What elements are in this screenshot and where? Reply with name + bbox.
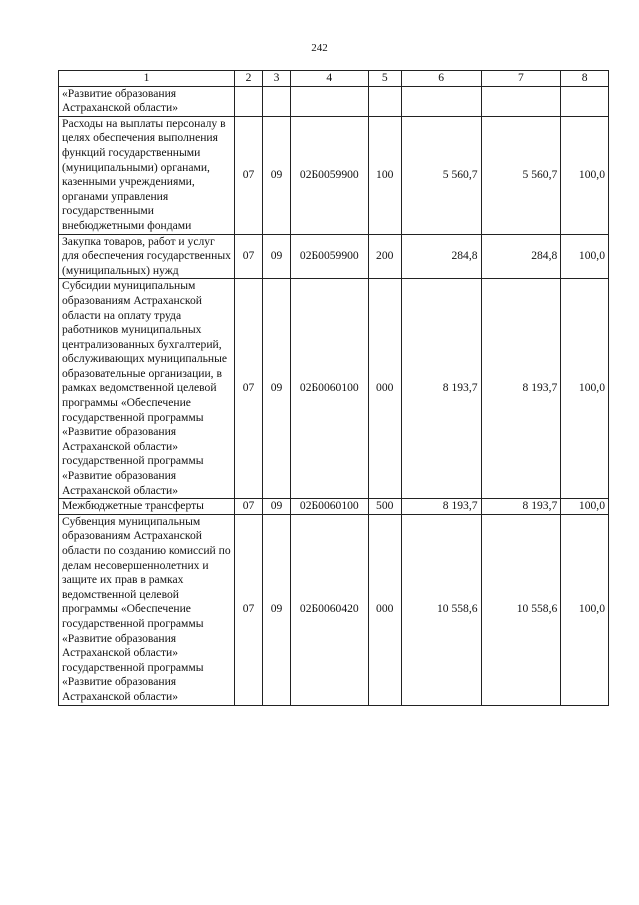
cell-expense-type: 000 [368, 514, 401, 705]
cell-target-article: 02Б0059900 [290, 116, 368, 234]
cell-plan-amount: 284,8 [401, 234, 481, 279]
cell-percent [561, 86, 609, 116]
cell-plan-amount: 10 558,6 [401, 514, 481, 705]
cell-percent: 100,0 [561, 514, 609, 705]
column-header: 7 [481, 71, 561, 87]
column-header: 5 [368, 71, 401, 87]
cell-section: 07 [235, 279, 263, 499]
cell-plan-amount: 8 193,7 [401, 499, 481, 515]
cell-subsection: 09 [263, 116, 291, 234]
cell-actual-amount: 8 193,7 [481, 279, 561, 499]
cell-target-article: 02Б0059900 [290, 234, 368, 279]
table-row [59, 116, 609, 234]
cell-target-article: 02Б0060420 [290, 514, 368, 705]
cell-plan-amount: 5 560,7 [401, 116, 481, 234]
cell-subsection: 09 [263, 499, 291, 515]
cell-subsection [263, 86, 291, 116]
budget-table [58, 70, 609, 706]
cell-percent: 100,0 [561, 499, 609, 515]
cell-section: 07 [235, 499, 263, 515]
cell-percent: 100,0 [561, 279, 609, 499]
cell-expense-type [368, 86, 401, 116]
table-row [59, 234, 609, 279]
cell-target-article: 02Б0060100 [290, 279, 368, 499]
table-row [59, 86, 609, 116]
cell-subsection: 09 [263, 279, 291, 499]
cell-target-article [290, 86, 368, 116]
column-header: 1 [59, 71, 235, 87]
cell-expense-type: 500 [368, 499, 401, 515]
cell-actual-amount: 8 193,7 [481, 499, 561, 515]
row-name: Субсидии муниципальным образованиям Астраханской области на оплату труда работников муниципальных централизованных бухгалтерий, обслуживающих муниципальные образовательные организации, в рамках ведомственной целевой программы «Обеспечение государственной программы «Развитие образования Астраханской области» государственной программы «Развитие образования Астраханской области» [59, 279, 235, 499]
table-header-row [59, 71, 609, 87]
column-header: 8 [561, 71, 609, 87]
cell-expense-type: 100 [368, 116, 401, 234]
cell-section [235, 86, 263, 116]
cell-actual-amount: 10 558,6 [481, 514, 561, 705]
cell-actual-amount: 5 560,7 [481, 116, 561, 234]
row-name: «Развитие образования Астраханской области» [59, 86, 235, 116]
cell-section: 07 [235, 514, 263, 705]
cell-plan-amount: 8 193,7 [401, 279, 481, 499]
column-header: 4 [290, 71, 368, 87]
cell-section: 07 [235, 116, 263, 234]
cell-expense-type: 000 [368, 279, 401, 499]
cell-expense-type: 200 [368, 234, 401, 279]
cell-actual-amount [481, 86, 561, 116]
table-row [59, 499, 609, 515]
row-name: Расходы на выплаты персоналу в целях обеспечения выполнения функций государственными (муниципальными) органами, казенными учреждениями, органами управления государственными внебюджетными фондами [59, 116, 235, 234]
row-name: Субвенция муниципальным образованиям Астраханской области по созданию комиссий по делам несовершеннолетних и защите их прав в рамках ведомственной целевой программы «Обеспечение государственной программы «Развитие образования Астраханской области» государственной программы «Развитие образования Астраханской области» [59, 514, 235, 705]
cell-subsection: 09 [263, 514, 291, 705]
column-header: 6 [401, 71, 481, 87]
cell-target-article: 02Б0060100 [290, 499, 368, 515]
cell-plan-amount [401, 86, 481, 116]
cell-subsection: 09 [263, 234, 291, 279]
cell-actual-amount: 284,8 [481, 234, 561, 279]
column-header: 2 [235, 71, 263, 87]
cell-percent: 100,0 [561, 234, 609, 279]
column-header: 3 [263, 71, 291, 87]
row-name: Закупка товаров, работ и услуг для обеспечения государственных (муниципальных) нужд [59, 234, 235, 279]
page-number: 242 [311, 42, 328, 54]
table-row [59, 514, 609, 705]
table-row [59, 279, 609, 499]
row-name: Межбюджетные трансферты [59, 499, 235, 515]
cell-section: 07 [235, 234, 263, 279]
cell-percent: 100,0 [561, 116, 609, 234]
